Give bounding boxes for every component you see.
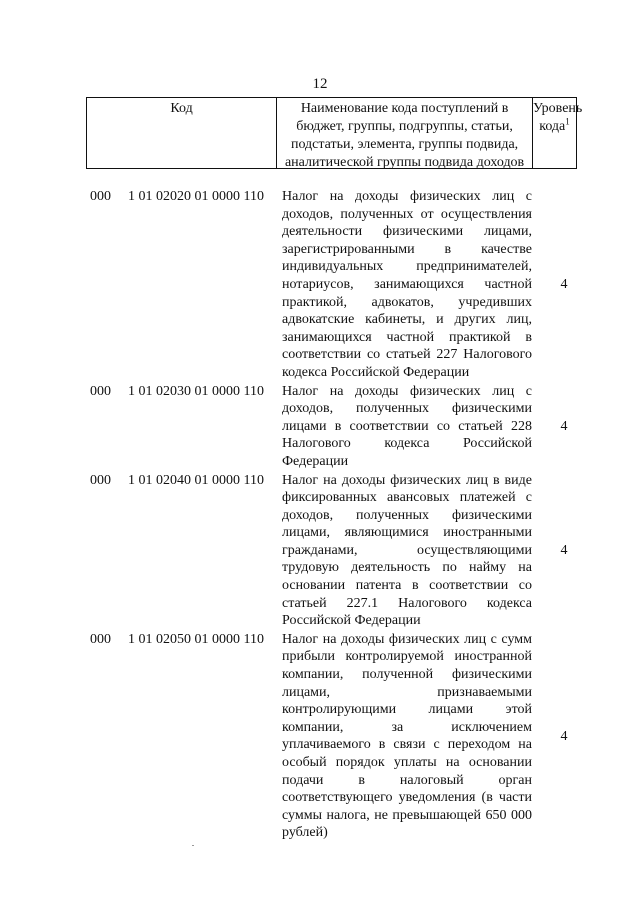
page-number: 12 <box>312 76 328 92</box>
table-body <box>90 188 590 843</box>
row-name: Налог на доходы физических лиц с доходов, полученных физическими лицами в соответствии со статьей 228 Налогового кодекса Российской Федерации <box>282 383 532 469</box>
row-code: 1 01 02020 01 0000 110 <box>128 189 264 204</box>
row-code: 1 01 02030 01 0000 110 <box>128 383 264 399</box>
row-prefix: 000 <box>90 631 111 647</box>
row-name: Налог на доходы физических лиц с доходов, полученных от осуществления деятельности физическими лицами, зарегистрированными в качестве индивидуальных предпринимателей, нотариусов, занимающихся частной практикой, адвокатов, учредивших адвокатские кабинеты, и других лиц, занимающихся частной практикой в соответствии со статьей 227 Налогового кодекса Российской Федерации <box>282 189 532 380</box>
row-level: 4 <box>560 728 568 744</box>
row-prefix: 000 <box>90 383 111 399</box>
scan-speck <box>192 845 194 846</box>
table-row <box>90 188 590 382</box>
table-header <box>86 97 583 170</box>
table-row <box>90 383 590 471</box>
row-code: 1 01 02050 01 0000 110 <box>128 631 264 647</box>
table-row <box>90 472 590 630</box>
header-level-label: Уровень кода <box>533 101 583 134</box>
row-name: Налог на доходы физических лиц в виде фиксированных авансовых платежей с доходов, полученных физическими лицами, являющимися иностранными гражданами, осуществляющими трудовую деятельность по найму на основании патента в соответствии со статьей 227.1 Налогового кодекса Российской Федерации <box>282 472 532 629</box>
header-level-footnote: 1 <box>565 116 570 127</box>
row-prefix: 000 <box>90 189 111 204</box>
header-level <box>533 98 583 168</box>
row-level: 4 <box>560 276 568 292</box>
row-level: 4 <box>560 418 568 434</box>
header-code: Код <box>87 98 277 168</box>
row-name: Налог на доходы физических лиц с сумм прибыли контролируемой иностранной компании, полученной физическими лицами, признаваемыми контролирующими лицами этой компании, за исключением уплачиваемого в связи с переходом на особый порядок уплаты на основании подачи в налоговый орган соответствующего уведомления (в части суммы налога, не превышающей 650 000 рублей) <box>282 631 532 841</box>
table-row <box>90 631 590 842</box>
row-prefix: 000 <box>90 472 111 488</box>
row-code: 1 01 02040 01 0000 110 <box>128 472 264 488</box>
header-name: Наименование кода поступлений в бюджет, группы, подгруппы, статьи, подстатьи, элемента, группы подвида, аналитической группы подвида доходов <box>277 98 533 168</box>
row-level: 4 <box>560 542 568 558</box>
